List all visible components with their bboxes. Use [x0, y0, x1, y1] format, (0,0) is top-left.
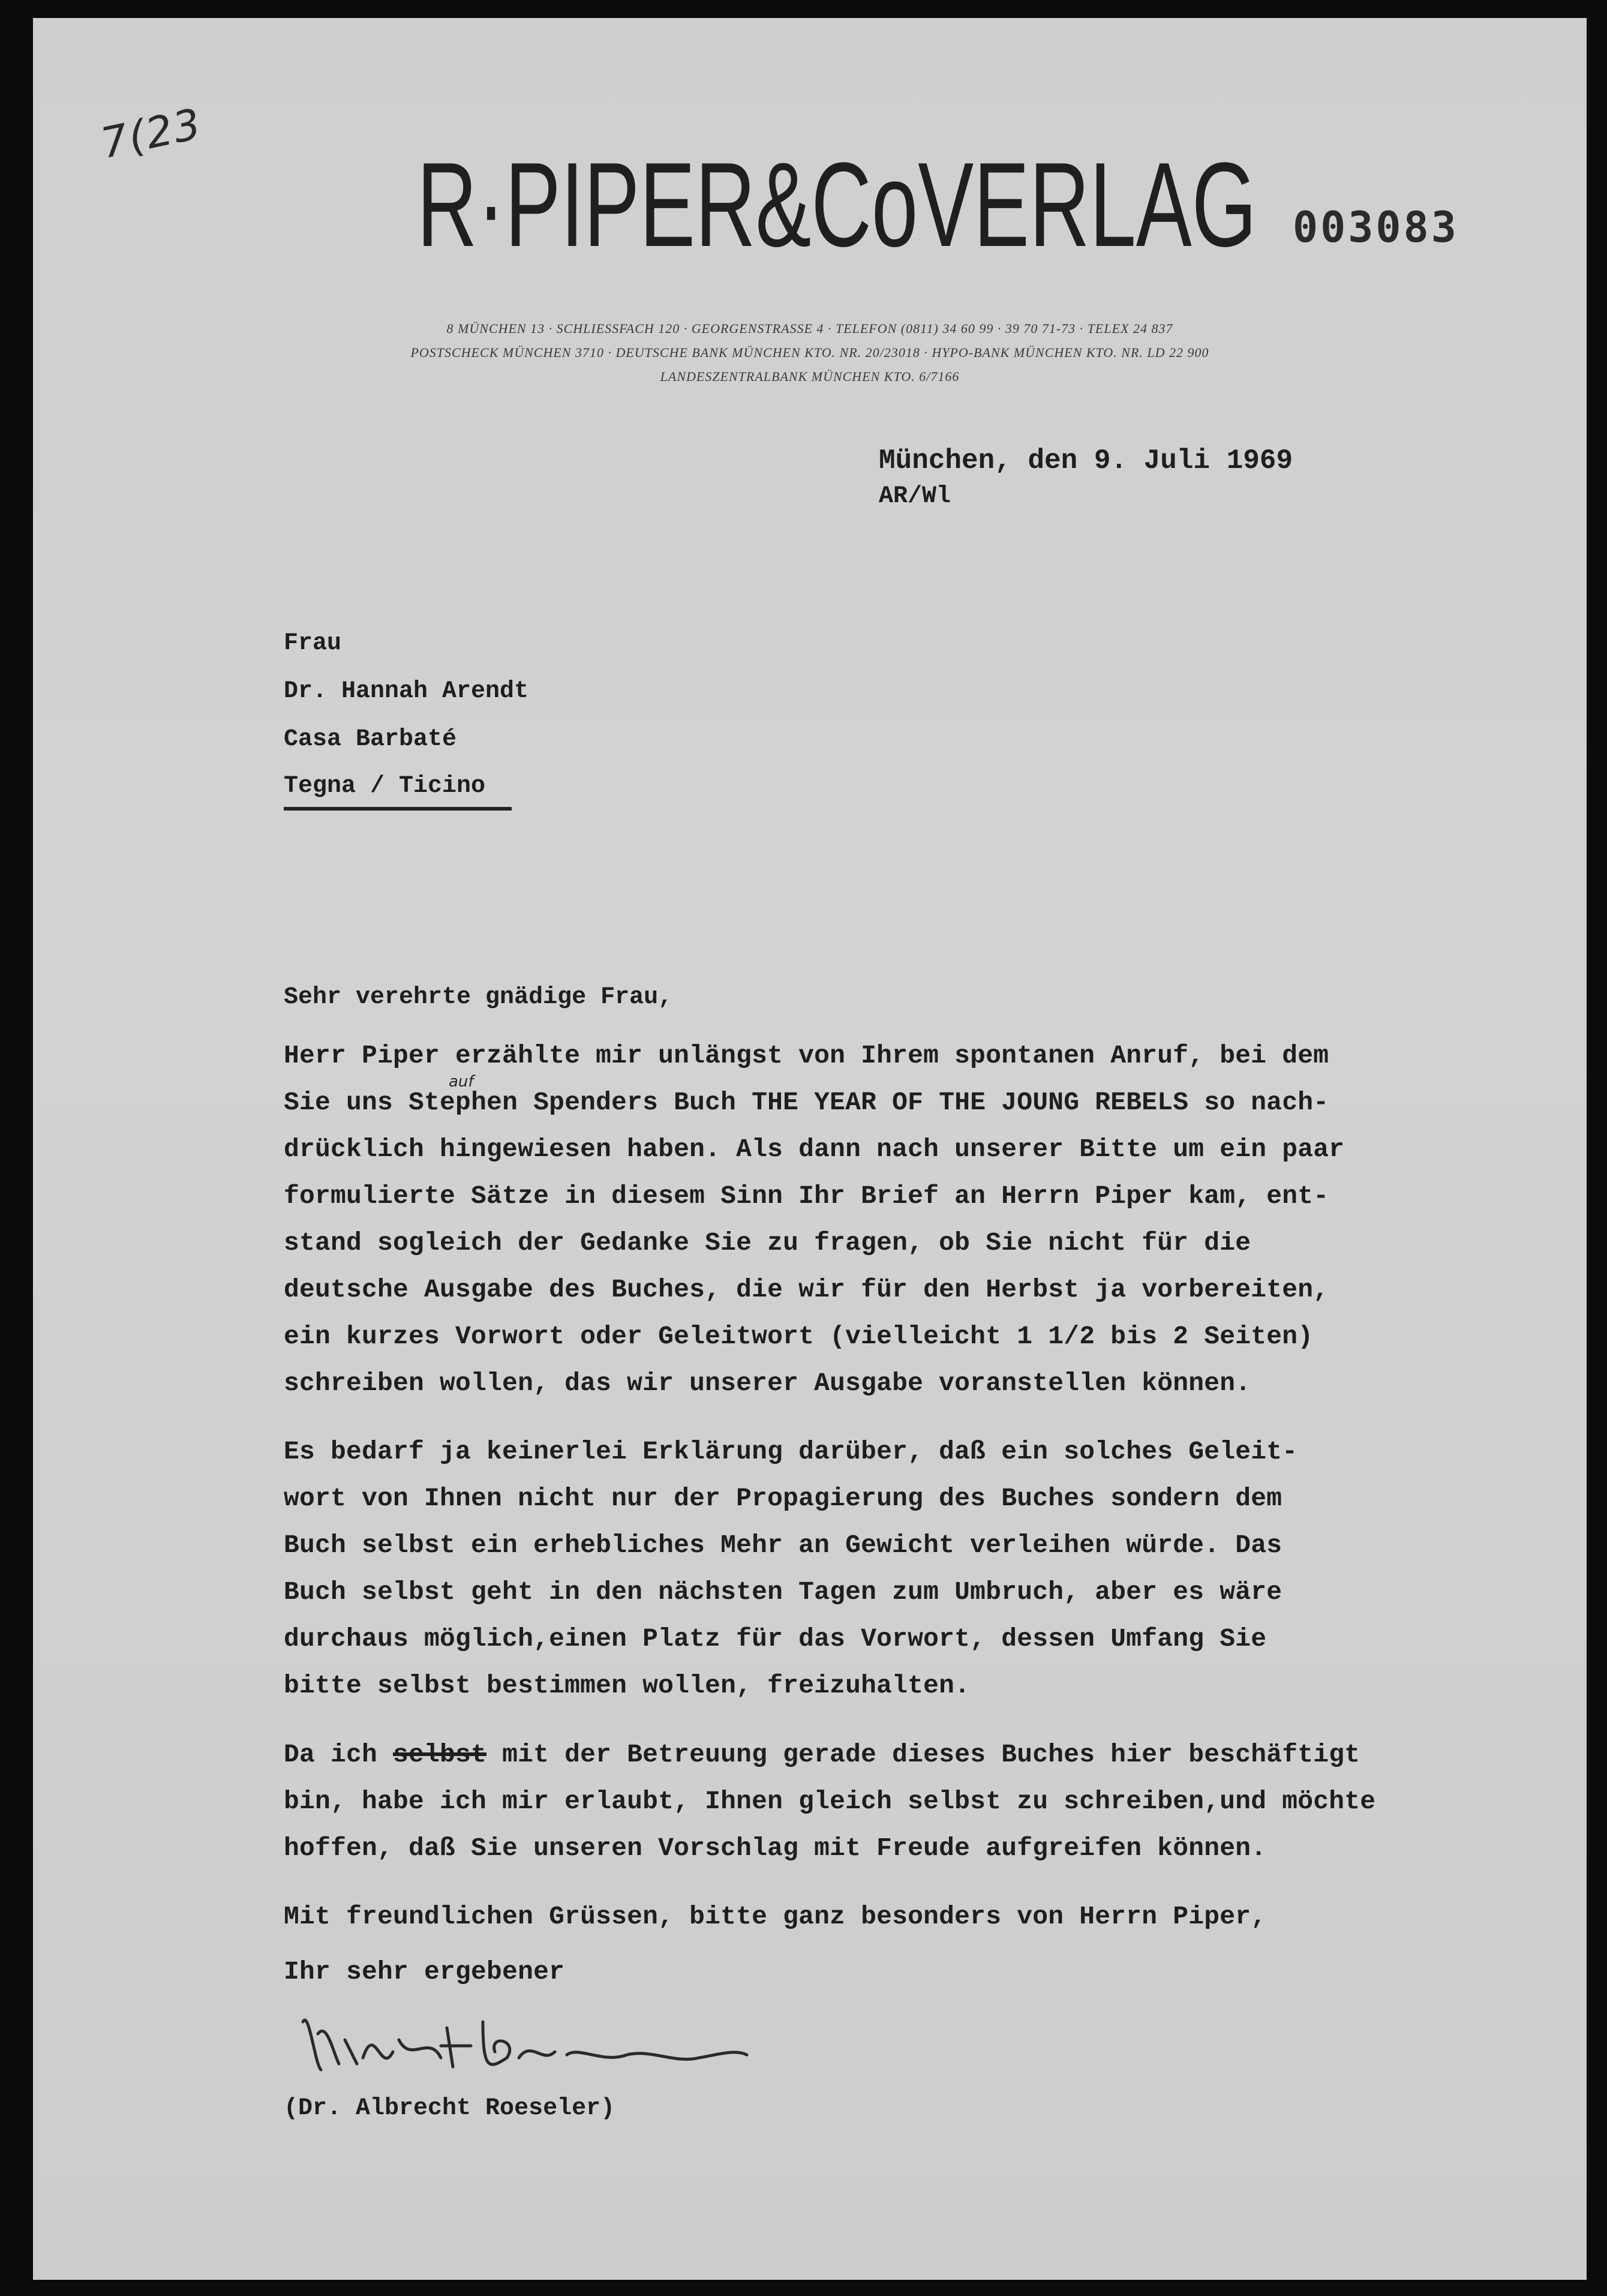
recipient-name: Dr. Hannah Arendt [284, 678, 529, 705]
body-line [284, 1088, 1329, 1117]
body-line: wort von Ihnen nicht nur der Propagierung des Buches sondern dem [284, 1484, 1282, 1513]
handwritten-signature [291, 1998, 759, 2088]
archive-handwritten-mark: 7(23 [97, 98, 206, 169]
body-line: Mit freundlichen Grüssen, bitte ganz besonders von Herrn Piper, [284, 1902, 1267, 1931]
body-line: formulierte Sätze in diesem Sinn Ihr Brief an Herrn Piper kam, ent- [284, 1181, 1329, 1211]
recipient-title: Frau [284, 630, 342, 657]
body-line: schreiben wollen, das wir unserer Ausgabe voranstellen können. [284, 1368, 1251, 1398]
body-line: Es bedarf ja keinerlei Erklärung darüber, daß ein solches Geleit- [284, 1437, 1298, 1466]
contact-line-banks: POSTSCHECK MÜNCHEN 3710 · DEUTSCHE BANK MÜNCHEN KTO. NR. 20/23018 · HYPO-BANK MÜNCHEN KTO. NR. LD 22 900 [410, 345, 1209, 360]
body-line: bitte selbst bestimmen wollen, freizuhalten. [284, 1671, 971, 1700]
handwritten-insertion: auf [449, 1073, 474, 1091]
body-line: stand sogleich der Gedanke Sie zu fragen, ob Sie nicht für die [284, 1228, 1251, 1257]
address-underline [284, 807, 512, 811]
recipient-location: Tegna / Ticino [284, 773, 486, 800]
struck-word: selbst [393, 1740, 487, 1769]
closing-phrase: Ihr sehr ergebener [284, 1957, 565, 1986]
body-line: Herr Piper erzählte mir unlängst von Ihrem spontanen Anruf, bei dem [284, 1041, 1329, 1070]
body-line-part: Sie uns [284, 1088, 409, 1117]
body-line: drücklich hingewiesen haben. Als dann nach unserer Bitte um ein paar [284, 1135, 1345, 1164]
contact-line-landeszentralbank: LANDESZENTRALBANK MÜNCHEN KTO. 6/7166 [660, 369, 960, 384]
logo-text: R·PIPER&CoVERLAG [417, 138, 1257, 272]
body-line: Buch selbst ein erhebliches Mehr an Gewicht verleihen würde. Das [284, 1530, 1282, 1560]
body-line: deutsche Ausgabe des Buches, die wir für den Herbst ja vorbereiten, [284, 1275, 1329, 1304]
contact-line-address: 8 MÜNCHEN 13 · SCHLIESSFACH 120 · GEORGENSTRASSE 4 · TELEFON (0811) 34 60 99 · 39 70 71-73 · TELEX 24 837 [446, 321, 1173, 336]
typed-signatory-name: (Dr. Albrecht Roeseler) [284, 2095, 615, 2122]
reference-code: AR/Wl [879, 483, 951, 510]
publisher-logo [405, 132, 1269, 276]
body-line: bin, habe ich mir erlaubt, Ihnen gleich selbst zu schreiben,und möchte [284, 1787, 1376, 1816]
salutation: Sehr verehrte gnädige Frau, [284, 984, 673, 1011]
body-line: Buch selbst geht in den nächsten Tagen zum Umbruch, aber es wäre [284, 1577, 1282, 1607]
body-line: ein kurzes Vorwort oder Geleitwort (vielleicht 1 1/2 bis 2 Seiten) [284, 1322, 1314, 1351]
recipient-address: Casa Barbaté [284, 726, 457, 753]
body-line [284, 1740, 1360, 1769]
letter-date: München, den 9. Juli 1969 [879, 445, 1293, 476]
body-line: durchaus möglich,einen Platz für das Vorwort, dessen Umfang Sie [284, 1624, 1267, 1653]
body-line-part: Stephen Spenders Buch THE YEAR OF THE JOUNG REBELS so nach- [408, 1088, 1329, 1117]
document-number: 003083 [1293, 203, 1459, 252]
body-line: hoffen, daß Sie unseren Vorschlag mit Freude aufgreifen können. [284, 1833, 1267, 1863]
body-line-part: mit der Betreuung gerade dieses Buches hier beschäftigt [486, 1740, 1360, 1769]
letter-page [33, 18, 1587, 2280]
body-line-part: Da ich [284, 1740, 394, 1769]
